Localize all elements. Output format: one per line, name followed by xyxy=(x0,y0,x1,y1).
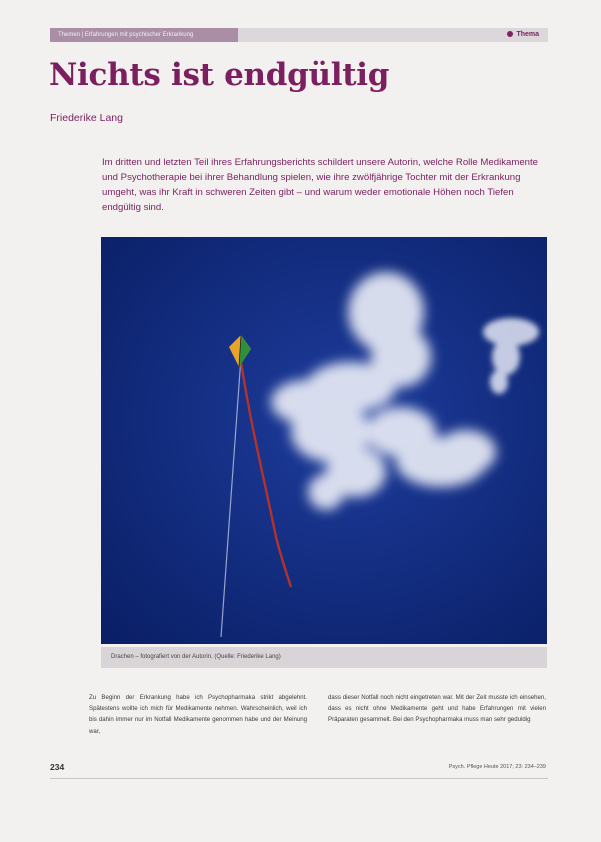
article-title: Nichts ist endgültig xyxy=(49,57,390,93)
page-number: 234 xyxy=(50,762,65,772)
article-photo xyxy=(101,237,547,644)
body-column-1: Zu Beginn der Erkrankung habe ich Psychopharmaka strikt abgelehnt. Spätestens wollte ich mich für Medikamente nehmen. Wahrscheinlich, weil ich bis dahin immer nur im Notfall Medikamente genommen habe und der Meinung war, xyxy=(89,694,307,735)
journal-reference: Psych. Pflege Heute 2017; 23: 234–239 xyxy=(448,764,546,770)
section-label: Thema xyxy=(516,31,539,38)
footer-rule xyxy=(50,778,548,779)
photo-caption: Drachen – fotografiert von der Autorin. (Quelle: Friederike Lang) xyxy=(101,647,547,668)
body-column-2: dass dieser Notfall noch nicht eingetreten war. Mit der Zeit musste ich einsehen, dass es nicht ohne Medikamente geht und habe Erfahrungen mit vielen Präparaten gesammelt. Bei den Psychopharmaka muss man sehr geduldig xyxy=(328,694,546,724)
section-dot-icon xyxy=(507,31,513,37)
article-lead: Im dritten und letzten Teil ihres Erfahrungsberichts schildert unsere Autorin, welche Rolle Medikamente und Psychotherapie bei ihrer Behandlung spielen, wie ihre zwölfjährige Tochter mit der Erkrankung umgeht, was ihr Kraft in schweren Zeiten gibt – und warum weder emotionale Höhen noch Tiefen endgültig sind. xyxy=(102,157,539,213)
section-tag xyxy=(507,28,539,42)
kite-sky-photo xyxy=(101,237,547,644)
running-header xyxy=(50,28,238,42)
article-author: Friederike Lang xyxy=(50,112,123,124)
running-header-text: Themen | Erfahrungen mit psychischer Erkrankung xyxy=(58,32,194,38)
header-rule xyxy=(238,28,548,42)
